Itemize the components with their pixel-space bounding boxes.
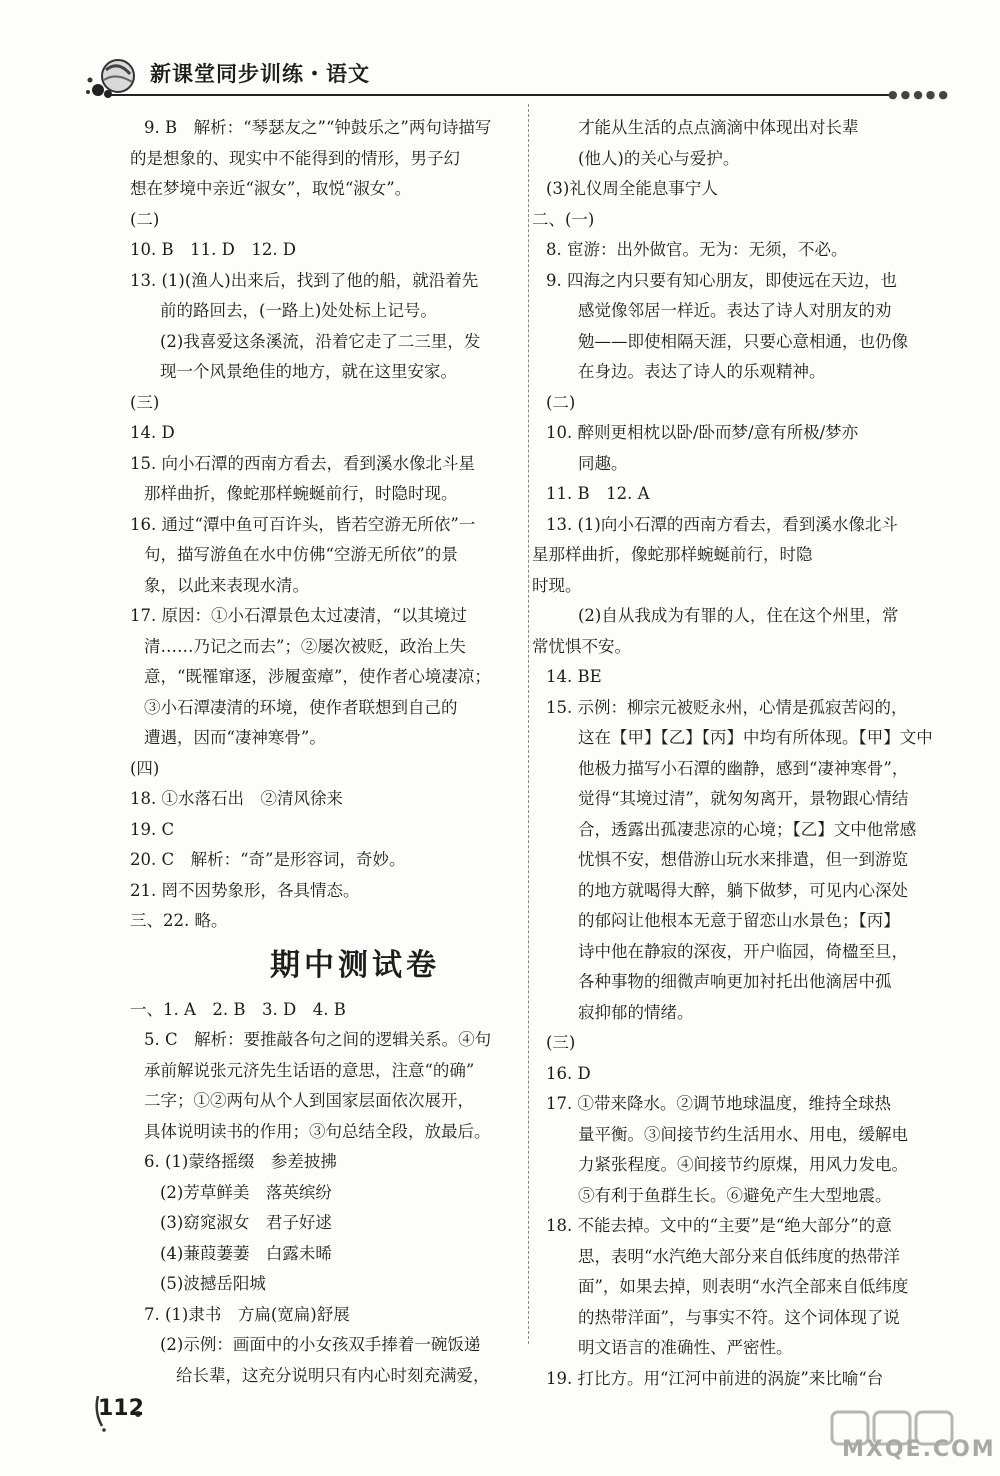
column-divider bbox=[528, 104, 529, 1344]
answer-line: 13. (1)(渔人)出来后，找到了他的船，就沿着先 bbox=[130, 270, 479, 290]
watermark-text: MXQE.COM bbox=[842, 1437, 996, 1462]
answer-line: 承前解说张元济先生话语的意思，注意“的确” bbox=[144, 1060, 475, 1080]
answer-line: (二) bbox=[130, 209, 160, 229]
answer-line: 的是想象的、现实中不能得到的情形，男子幻 bbox=[130, 148, 460, 168]
answer-line: 17. 原因：①小石潭景色太过凄清，“以其境过 bbox=[130, 606, 467, 625]
answer-line: 思，表明“水汽绝大部分来自低纬度的热带洋 bbox=[578, 1246, 900, 1266]
answer-line: ⑤有利于鱼群生长。⑥避免产生大型地震。 bbox=[578, 1185, 892, 1205]
answer-line: 量平衡。③间接节约生活用水、用电，缓解电 bbox=[578, 1124, 908, 1144]
answer-line: 象，以此来表现水清。 bbox=[144, 575, 309, 595]
answer-line: 常忧惧不安。 bbox=[532, 636, 631, 656]
answer-line: (5)波撼岳阳城 bbox=[160, 1274, 266, 1293]
answer-line: 的郁闷让他根本无意于留恋山水景色；【丙】 bbox=[578, 911, 900, 930]
answer-line: 合，透露出孤凄悲凉的心境；【乙】文中他常感 bbox=[578, 819, 917, 839]
answer-line: 8. 宦游：出外做官。无为：无须，不必。 bbox=[546, 240, 848, 259]
answer-line: 在身边。表达了诗人的乐观精神。 bbox=[578, 362, 826, 381]
answer-line: 具体说明读书的作用；③句总结全段，放最后。 bbox=[144, 1121, 491, 1141]
answer-line: 18. 不能去掉。文中的“主要”是“绝大部分”的意 bbox=[546, 1216, 892, 1235]
section-title: 期中测试卷 bbox=[270, 947, 440, 983]
answer-line: 给长辈，这充分说明只有内心时刻充满爱， bbox=[176, 1365, 490, 1385]
answer-line: 17. ①带来降水。②调节地球温度，维持全球热 bbox=[546, 1094, 891, 1113]
header-rule bbox=[110, 94, 890, 96]
answer-line: (4)蒹葭萋萋 白露未晞 bbox=[160, 1243, 332, 1263]
answer-line: 14. BE bbox=[546, 667, 602, 686]
answer-line: 的热带洋面”，与事实不符。这个词体现了说 bbox=[578, 1307, 900, 1327]
answer-line: 13. (1)向小石潭的西南方看去，看到溪水像北斗 bbox=[546, 514, 898, 534]
answer-line: 14. D bbox=[130, 423, 175, 442]
answer-line: 诗中他在静寂的深夜，开户临园，倚楹至旦， bbox=[578, 941, 908, 961]
answer-line: 觉得“其境过清”，就匆匆离开，景物跟心情结 bbox=[578, 789, 909, 808]
answer-line: (2)我喜爱这条溪流，沿着它走了二三里，发 bbox=[160, 331, 481, 351]
answer-line: 6. (1)蒙络摇缀 参差披拂 bbox=[144, 1152, 337, 1171]
answer-line: 16. 通过“潭中鱼可百许头，皆若空游无所依”一 bbox=[130, 514, 476, 534]
answer-line: 清……乃记之而去”；②屡次被贬，政治上失 bbox=[144, 636, 466, 656]
answer-line: (3)礼仪周全能息事宁人 bbox=[546, 179, 718, 198]
answer-line: 10. B 11. D 12. D bbox=[130, 240, 297, 259]
answer-line: 三、22. 略。 bbox=[130, 911, 228, 930]
answer-line: 忧惧不安，想借游山玩水来排遣，但一到游览 bbox=[578, 850, 908, 869]
answer-line: (三) bbox=[546, 1033, 576, 1052]
answer-line: (他人)的关心与爱护。 bbox=[578, 148, 740, 168]
answer-line: 句，描写游鱼在水中仿佛“空游无所依”的景 bbox=[144, 545, 458, 564]
answer-line: 想在梦境中亲近“淑女”，取悦“淑女”。 bbox=[130, 179, 412, 198]
answer-line: 星那样曲折，像蛇那样蜿蜒前行，时隐 bbox=[532, 545, 813, 564]
answer-line: 力紧张程度。④间接节约原煤，用风力发电。 bbox=[578, 1155, 908, 1174]
answer-line: 10. 醉则更相枕以卧/卧而梦/意有所极/梦亦 bbox=[546, 423, 859, 442]
answer-line: 同趣。 bbox=[578, 453, 628, 473]
page-number: 112 bbox=[98, 1396, 144, 1421]
answer-line: (2)示例：画面中的小女孩双手捧着一碗饭递 bbox=[160, 1335, 481, 1354]
answer-line: 二字；①②两句从个人到国家层面依次展开， bbox=[144, 1091, 474, 1110]
answer-line: 21. 罔不因势象形，各具情态。 bbox=[130, 880, 360, 900]
answer-line: 面”，如果去掉，则表明“水汽全部来自低纬度 bbox=[578, 1277, 909, 1296]
answer-line: (2)自从我成为有罪的人，住在这个州里，常 bbox=[578, 606, 899, 625]
answer-line: 15. 向小石潭的西南方看去，看到溪水像北斗星 bbox=[130, 453, 475, 473]
header-dots-ornament: ●●●●● bbox=[888, 88, 951, 101]
answer-line: (二) bbox=[546, 392, 576, 412]
header-title: 新课堂同步训练・语文 bbox=[150, 62, 370, 86]
answer-line: ③小石潭凄清的环境，使作者联想到自己的 bbox=[144, 697, 458, 717]
answer-line: (三) bbox=[130, 392, 160, 412]
answer-line: 感觉像邻居一样近。表达了诗人对朋友的劝 bbox=[578, 301, 892, 320]
left-column bbox=[130, 113, 520, 1391]
answer-line: 现一个风景绝佳的地方，就在这里安家。 bbox=[160, 362, 457, 381]
answer-line: 11. B 12. A bbox=[546, 484, 650, 503]
answer-line: 一、1. A 2. B 3. D 4. B bbox=[130, 999, 346, 1019]
answer-line: (四) bbox=[130, 758, 160, 778]
answer-line: 时现。 bbox=[532, 575, 582, 595]
answer-line: 才能从生活的点点滴滴中体现出对长辈 bbox=[578, 118, 859, 137]
answer-line: 9. B 解析：“琴瑟友之”“钟鼓乐之”两句诗描写 bbox=[144, 118, 492, 137]
answer-line: (3)窈窕淑女 君子好逑 bbox=[160, 1213, 332, 1232]
answer-line: 各种事物的细微声响更加衬托出他滴居中孤 bbox=[578, 972, 892, 991]
answer-line: 18. ①水落石出 ②清风徐来 bbox=[130, 789, 343, 808]
answer-line: 15. 示例：柳宗元被贬永州，心情是孤寂苦闷的， bbox=[546, 697, 908, 717]
answer-line: 那样曲折，像蛇那样蜿蜒前行，时隐时现。 bbox=[144, 484, 458, 503]
answer-line: 明文语言的准确性、严密性。 bbox=[578, 1338, 793, 1357]
answer-line: (2)芳草鲜美 落英缤纷 bbox=[160, 1182, 332, 1202]
answer-line: 二、(一) bbox=[532, 209, 595, 229]
answer-line: 的地方就喝得大醉，躺下做梦，可见内心深处 bbox=[578, 880, 908, 900]
answer-line: 遭遇，因而“凄神寒骨”。 bbox=[144, 728, 326, 747]
answer-line: 5. C 解析：要推敲各句之间的逻辑关系。④句 bbox=[144, 1030, 492, 1049]
answer-line: 前的路回去，(一路上)处处标上记号。 bbox=[160, 301, 437, 320]
answer-line: 20. C 解析：“奇”是形容词，奇妙。 bbox=[130, 850, 406, 869]
answer-line: 寂抑郁的情绪。 bbox=[578, 1002, 694, 1022]
answer-line: 16. D bbox=[546, 1063, 591, 1083]
answer-line: 19. 打比方。用“江河中前进的涡旋”来比喻“台 bbox=[546, 1368, 884, 1388]
answer-line: 勉——即使相隔天涯，只要心意相通，也仍像 bbox=[578, 331, 908, 351]
answer-line: 7. (1)隶书 方扁(宽扁)舒展 bbox=[144, 1304, 350, 1324]
answer-line: 9. 四海之内只要有知心朋友，即使远在天边，也 bbox=[546, 270, 897, 290]
right-column bbox=[532, 113, 933, 1394]
answer-line: 这在【甲】【乙】【丙】中均有所体现。【甲】文中 bbox=[578, 728, 933, 747]
answer-line: 意，“既罹窜逐，涉履蛮瘴”，使作者心境凄凉； bbox=[144, 667, 491, 686]
answer-line: 19. C bbox=[130, 819, 175, 839]
answer-line: 他极力描写小石潭的幽静，感到“凄神寒骨”， bbox=[578, 758, 909, 778]
